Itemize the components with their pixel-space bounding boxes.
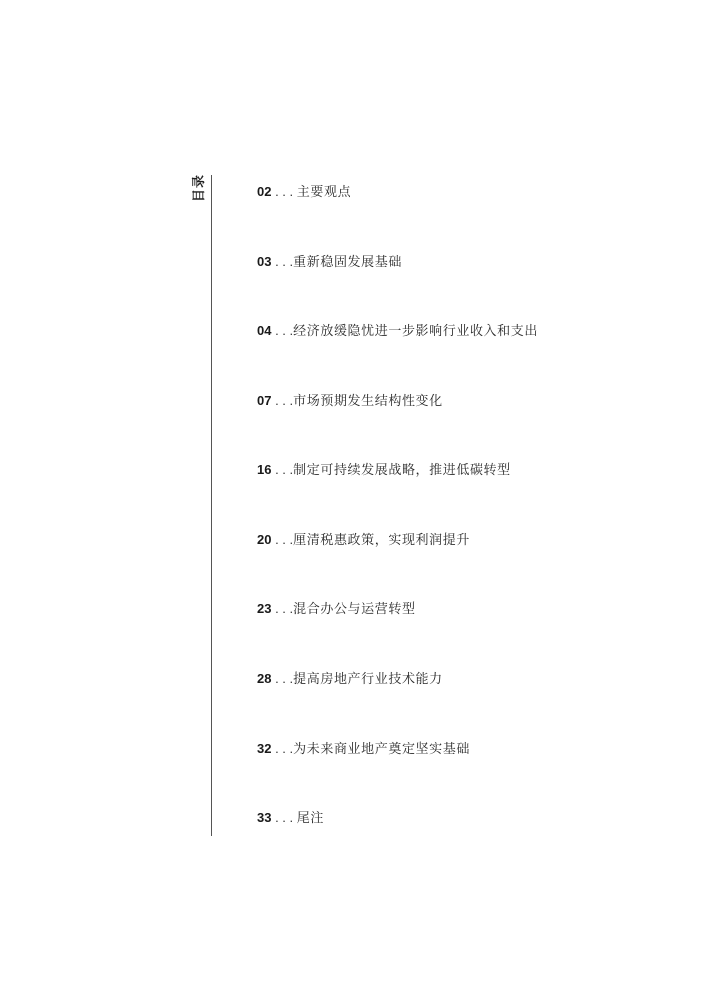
toc-entry[interactable]	[257, 393, 443, 409]
toc-page-number: 03	[257, 254, 272, 269]
toc-entry[interactable]	[257, 741, 470, 757]
toc-page-number: 07	[257, 393, 272, 408]
toc-entry-title: 经济放缓隐忧进一步影响行业收入和支出	[293, 323, 538, 338]
toc-page-number: 32	[257, 741, 272, 756]
toc-entry-title: 尾注	[296, 810, 324, 825]
toc-entry-title: 制定可持续发展战略，推进低碳转型	[293, 462, 511, 477]
toc-page-number: 23	[257, 601, 272, 616]
toc-divider-line	[211, 175, 212, 836]
toc-entry[interactable]	[257, 532, 470, 548]
toc-leader-dots: . . .	[271, 601, 294, 616]
toc-entry[interactable]	[257, 810, 324, 826]
toc-entry-title: 混合办公与运营转型	[293, 601, 416, 616]
toc-page-number: 04	[257, 323, 272, 338]
toc-entry[interactable]	[257, 671, 443, 687]
toc-entry[interactable]	[257, 462, 511, 478]
toc-leader-dots: . . .	[271, 532, 294, 547]
toc-entry-title: 重新稳固发展基础	[293, 254, 402, 269]
toc-entry[interactable]	[257, 601, 416, 617]
toc-leader-dots: . . .	[271, 393, 294, 408]
toc-leader-dots: . . .	[271, 462, 294, 477]
toc-page-number: 20	[257, 532, 272, 547]
toc-page-number: 28	[257, 671, 272, 686]
toc-entry-title: 市场预期发生结构性变化	[293, 393, 443, 408]
toc-leader-dots: . . .	[271, 184, 297, 199]
toc-leader-dots: . . .	[271, 810, 297, 825]
toc-entry-title: 主要观点	[296, 184, 352, 199]
toc-page-number: 02	[257, 184, 272, 199]
toc-page-number: 33	[257, 810, 272, 825]
toc-entry[interactable]	[257, 323, 538, 339]
toc-entry-title: 提高房地产行业技术能力	[293, 671, 443, 686]
toc-leader-dots: . . .	[271, 254, 294, 269]
toc-leader-dots: . . .	[271, 741, 294, 756]
toc-heading: 目录	[191, 173, 206, 202]
toc-page-number: 16	[257, 462, 272, 477]
toc-entry[interactable]	[257, 254, 402, 270]
toc-entry-title: 厘清税惠政策，实现利润提升	[293, 532, 470, 547]
toc-leader-dots: . . .	[271, 323, 294, 338]
toc-entry-title: 为未来商业地产奠定坚实基础	[293, 741, 470, 756]
toc-entry[interactable]	[257, 184, 351, 200]
toc-leader-dots: . . .	[271, 671, 294, 686]
